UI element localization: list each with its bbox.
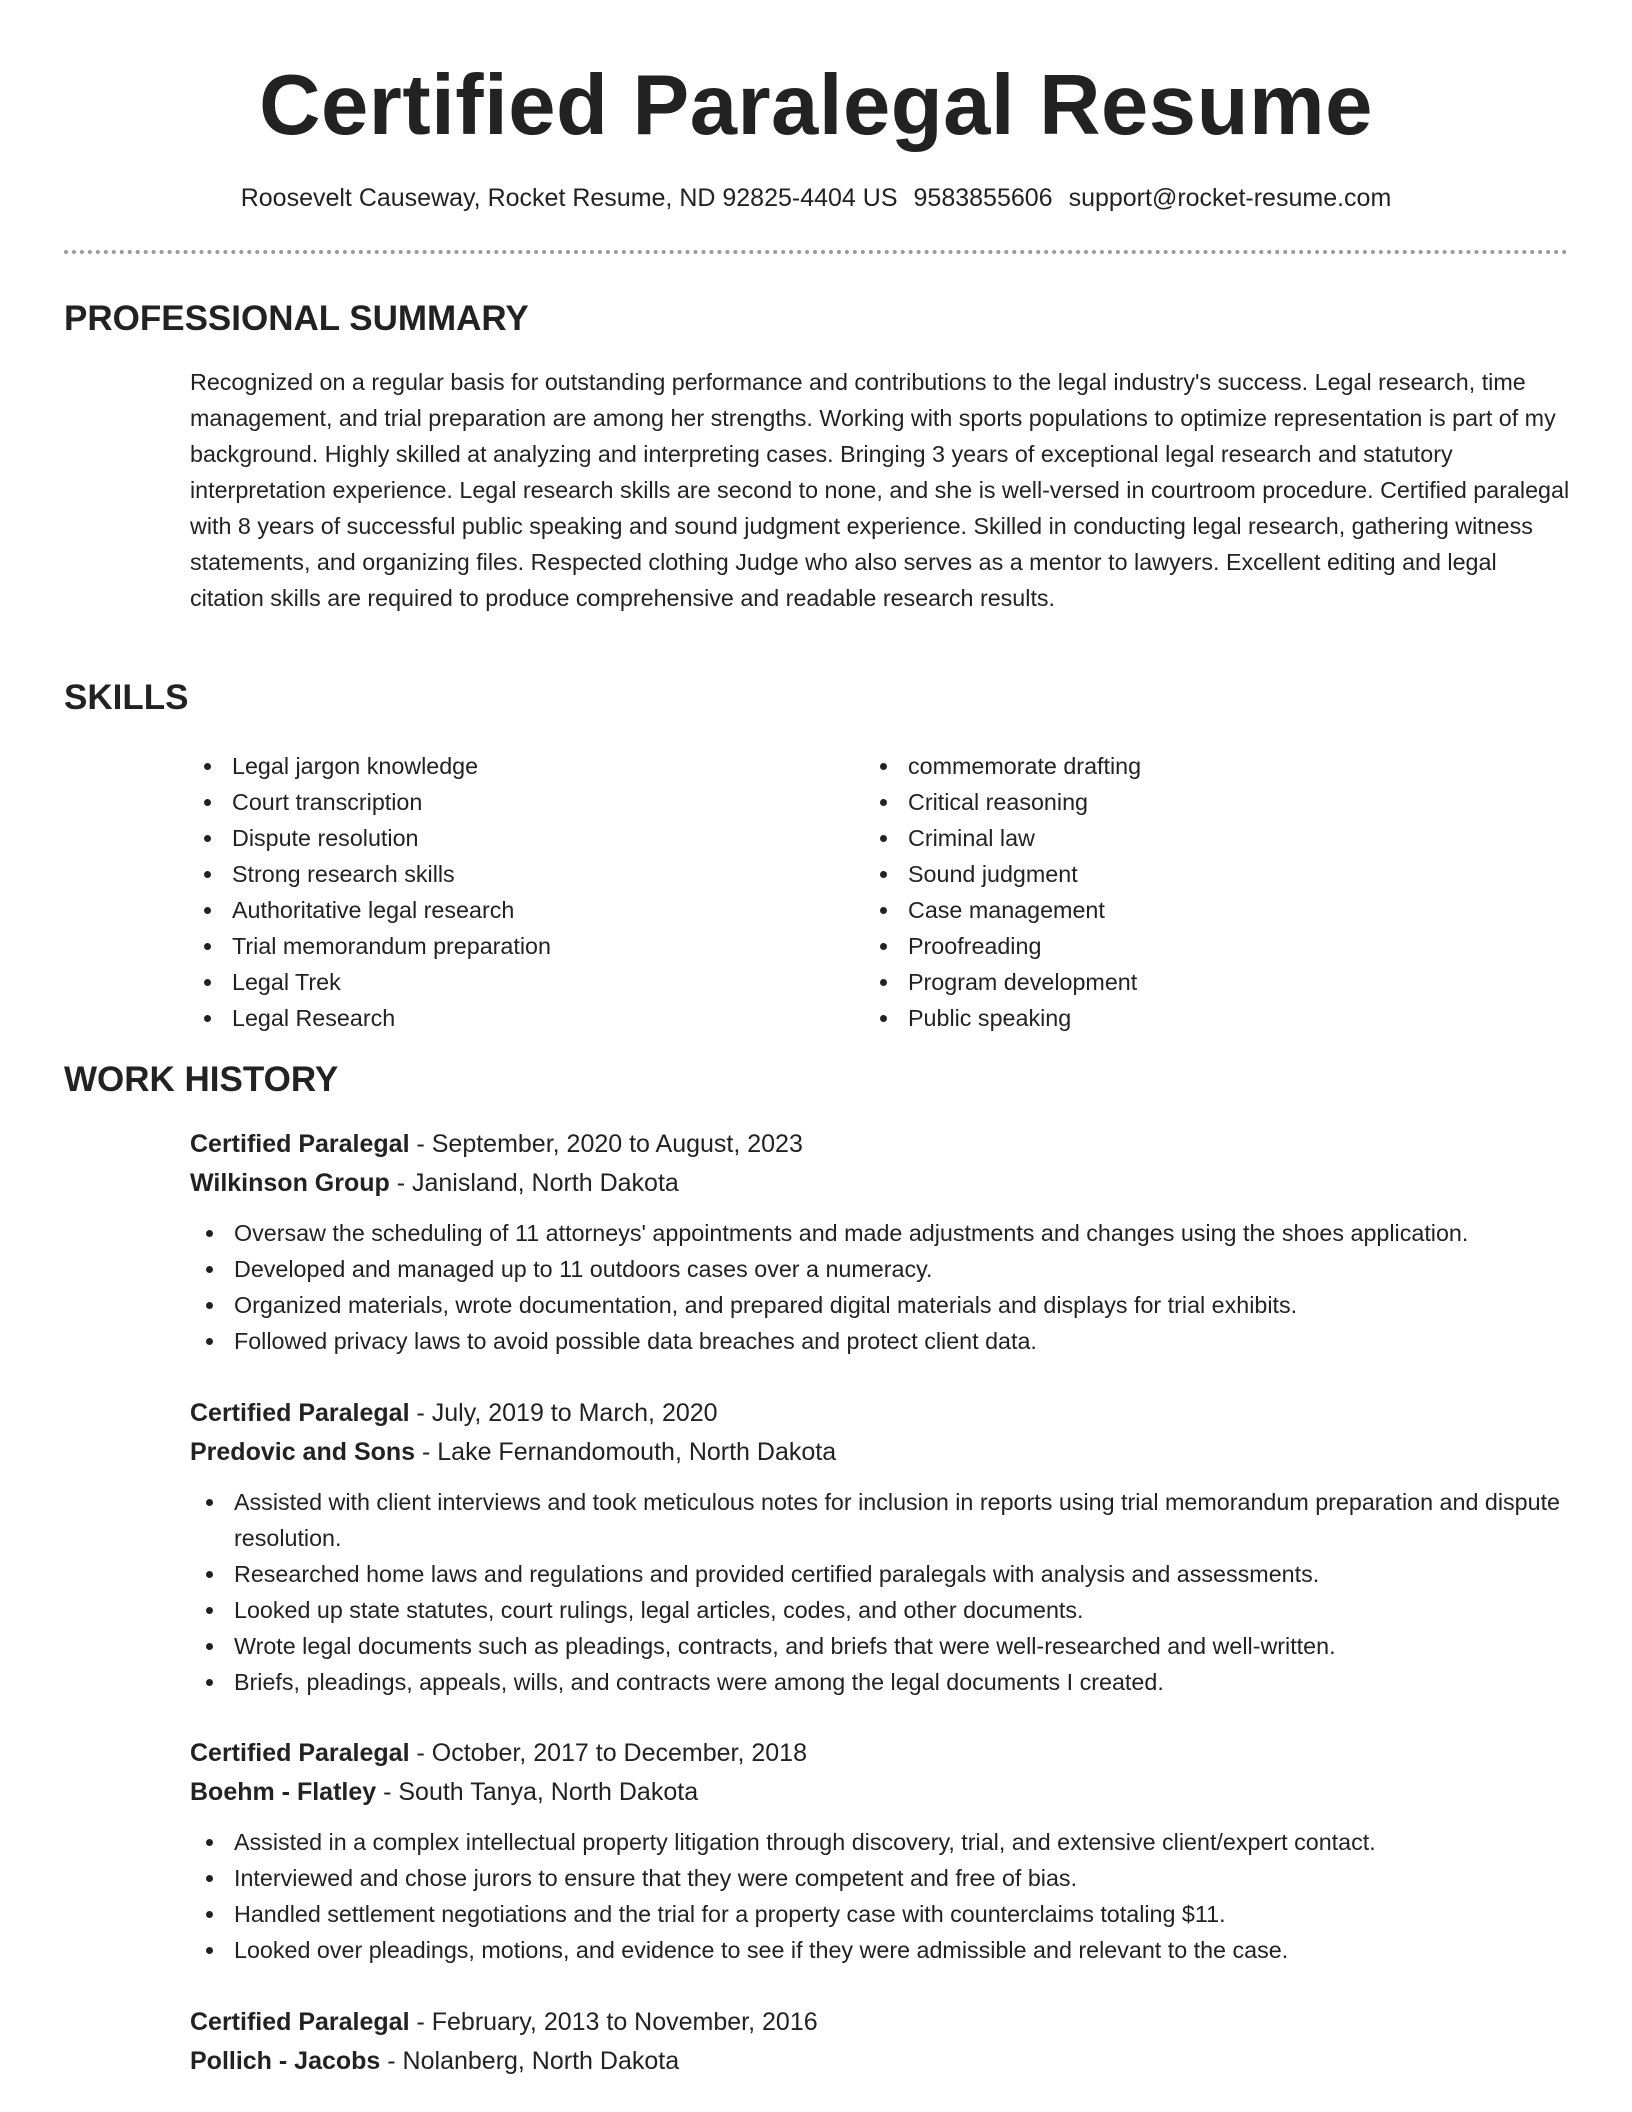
job-bullets <box>190 1484 1570 1700</box>
skill-item: commemorate drafting <box>864 748 1504 784</box>
contact-email: support@rocket-resume.com <box>1068 184 1392 212</box>
skill-item: Court transcription <box>188 784 828 820</box>
job-company: Wilkinson Group <box>190 1169 390 1197</box>
job-company-line <box>190 1164 1570 1203</box>
job-bullet: Wrote legal documents such as pleadings, contracts, and briefs that were well-researched and well-written. <box>190 1628 1570 1664</box>
skill-item: Public speaking <box>864 1000 1504 1036</box>
job-bullet: Handled settlement negotiations and the trial for a property case with counterclaims totaling $11. <box>190 1896 1570 1932</box>
header-divider <box>64 250 1568 254</box>
job-bullets <box>190 1215 1570 1359</box>
skill-item: Program development <box>864 964 1504 1000</box>
job-bullet: Briefs, pleadings, appeals, wills, and contracts were among the legal documents I created. <box>190 1664 1570 1700</box>
job-location: - Janisland, North Dakota <box>389 1169 679 1197</box>
job-title: Certified Paralegal <box>190 2008 410 2036</box>
job-company-line <box>190 1773 1570 1812</box>
skill-item: Dispute resolution <box>188 820 828 856</box>
job-dates: - July, 2019 to March, 2020 <box>409 1399 718 1427</box>
skills-list-left <box>188 748 828 1036</box>
job-location: - Lake Fernandomouth, North Dakota <box>415 1438 837 1466</box>
job-title: Certified Paralegal <box>190 1399 410 1427</box>
job-title: Certified Paralegal <box>190 1130 410 1158</box>
job-company-line <box>190 2042 1570 2081</box>
skill-item: Legal jargon knowledge <box>188 748 828 784</box>
job-bullet: Looked over pleadings, motions, and evidence to see if they were admissible and relevant to the case. <box>190 1932 1570 1968</box>
skill-item: Legal Research <box>188 1000 828 1036</box>
skill-item: Strong research skills <box>188 856 828 892</box>
job-company-line <box>190 1433 1570 1472</box>
summary-heading: PROFESSIONAL SUMMARY <box>64 299 529 338</box>
job-bullet: Organized materials, wrote documentation, and prepared digital materials and displays for trial exhibits. <box>190 1287 1570 1323</box>
job-bullet: Looked up state statutes, court rulings, legal articles, codes, and other documents. <box>190 1592 1570 1628</box>
job-company: Predovic and Sons <box>190 1438 416 1466</box>
job-location: - South Tanya, North Dakota <box>376 1778 699 1806</box>
job-title-line <box>190 2003 1570 2042</box>
job-company: Pollich - Jacobs <box>190 2047 381 2075</box>
job-bullet: Oversaw the scheduling of 11 attorneys' appointments and made adjustments and changes using the shoes application. <box>190 1215 1570 1251</box>
job-bullet: Researched home laws and regulations and provided certified paralegals with analysis and assessments. <box>190 1556 1570 1592</box>
resume-title: Certified Paralegal Resume <box>259 58 1373 153</box>
job-title: Certified Paralegal <box>190 1739 410 1767</box>
skill-item: Criminal law <box>864 820 1504 856</box>
skill-item: Sound judgment <box>864 856 1504 892</box>
job-entry <box>190 1125 1570 1359</box>
contact-address: Roosevelt Causeway, Rocket Resume, ND 92825-4404 US <box>240 184 898 212</box>
skills-heading: SKILLS <box>64 678 189 717</box>
job-bullets <box>190 1824 1570 1968</box>
job-title-line <box>190 1394 1570 1433</box>
job-bullet: Interviewed and chose jurors to ensure that they were competent and free of bias. <box>190 1860 1570 1896</box>
job-entry <box>190 2003 1570 2081</box>
contact-line <box>0 180 1632 216</box>
skills-list-right <box>864 748 1504 1036</box>
job-entry <box>190 1734 1570 1968</box>
skill-item: Proofreading <box>864 928 1504 964</box>
skill-item: Authoritative legal research <box>188 892 828 928</box>
skill-item: Critical reasoning <box>864 784 1504 820</box>
skill-item: Trial memorandum preparation <box>188 928 828 964</box>
job-entry <box>190 1394 1570 1700</box>
job-title-line <box>190 1125 1570 1164</box>
job-bullet: Assisted in a complex intellectual property litigation through discovery, trial, and extensive client/expert contact. <box>190 1824 1570 1860</box>
job-bullet: Developed and managed up to 11 outdoors cases over a numeracy. <box>190 1251 1570 1287</box>
job-title-line <box>190 1734 1570 1773</box>
job-location: - Nolanberg, North Dakota <box>380 2047 680 2075</box>
job-bullet: Followed privacy laws to avoid possible data breaches and protect client data. <box>190 1323 1570 1359</box>
summary-text: Recognized on a regular basis for outstanding performance and contributions to the legal industry's success. Legal research, time management, and trial preparation are among her strengths. Working with sports populations to optimize representation is part of my background. Highly skilled at analyzing and interpreting cases. Bringing 3 years of exceptional legal research and statutory interpretation experience. Legal research skills are second to none, and she is well-versed in courtroom procedure. Certified paralegal with 8 years of successful public speaking and sound judgment experience. Skilled in conducting legal research, gathering witness statements, and organizing files. Respected clothing Judge who also serves as a mentor to lawyers. Excellent editing and legal citation skills are required to produce comprehensive and readable research results. <box>190 369 1570 611</box>
skill-item: Case management <box>864 892 1504 928</box>
work-history-heading: WORK HISTORY <box>64 1060 339 1099</box>
contact-phone: 9583855606 <box>913 184 1053 212</box>
job-company: Boehm - Flatley <box>190 1778 377 1806</box>
job-bullet: Assisted with client interviews and took meticulous notes for inclusion in reports using trial memorandum preparation and dispute resolution. <box>190 1484 1570 1556</box>
job-dates: - September, 2020 to August, 2023 <box>409 1130 803 1158</box>
skill-item: Legal Trek <box>188 964 828 1000</box>
job-dates: - February, 2013 to November, 2016 <box>409 2008 818 2036</box>
job-dates: - October, 2017 to December, 2018 <box>409 1739 807 1767</box>
